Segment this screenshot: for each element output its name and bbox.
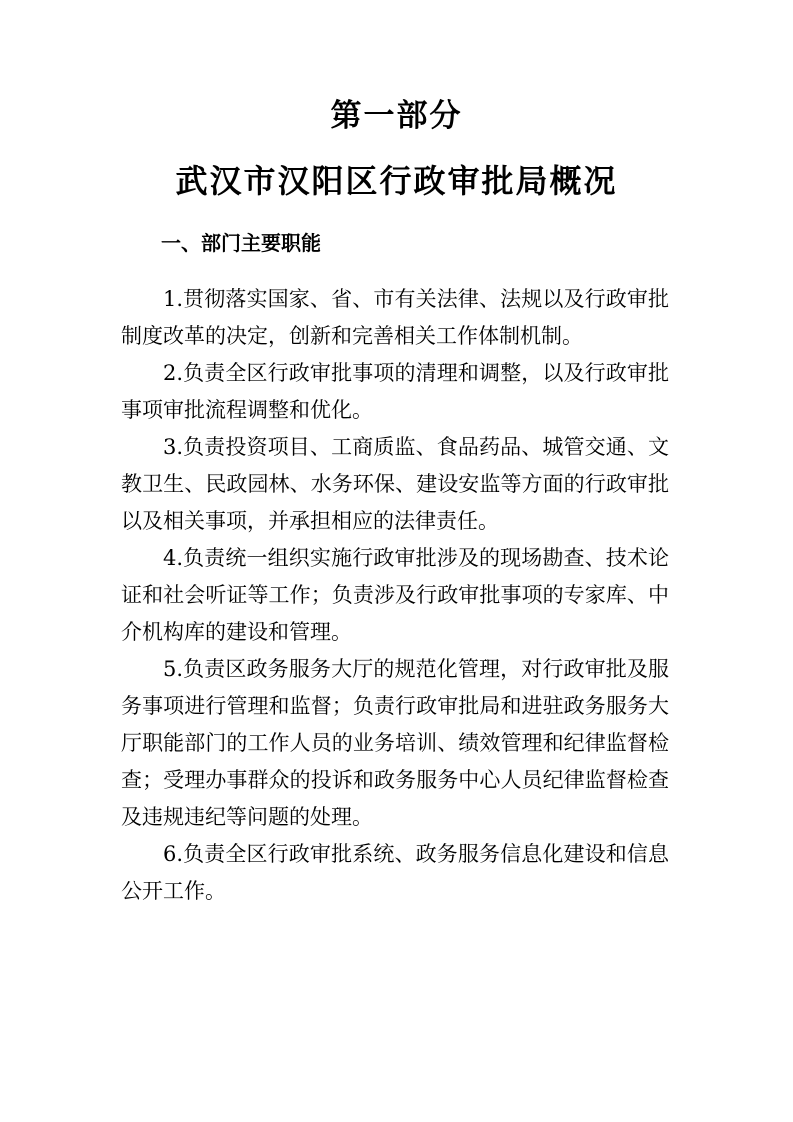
duty-item-5: 5.负责区政务服务大厅的规范化管理，对行政审批及服务事项进行管理和监督；负责行政审批局和进驻政务服务大厅职能部门的工作人员的业务培训、绩效管理和纪律监督检查；受理办事群众的投诉和政务服务中心人员纪律监督检查及违规违纪等问题的处理。: [121, 657, 669, 829]
duty-item-4: 4.负责统一组织实施行政审批涉及的现场勘查、技术论证和社会听证等工作；负责涉及行政审批事项的专家库、中介机构库的建设和管理。: [121, 546, 669, 644]
page-title: 武汉市汉阳区行政审批局概况: [175, 162, 618, 200]
duty-item-1: 1.贯彻落实国家、省、市有关法律、法规以及行政审批制度改革的决定，创新和完善相关工作体制机制。: [121, 287, 669, 348]
duty-item-6: 6.负责全区行政审批系统、政务服务信息化建设和信息公开工作。: [121, 842, 669, 903]
part-title: 第一部分: [330, 98, 463, 134]
section-heading: 一、部门主要职能: [161, 231, 321, 255]
duty-item-2: 2.负责全区行政审批事项的清理和调整，以及行政审批事项审批流程调整和优化。: [121, 361, 669, 422]
duty-item-3: 3.负责投资项目、工商质监、食品药品、城管交通、文教卫生、民政园林、水务环保、建设安监等方面的行政审批以及相关事项，并承担相应的法律责任。: [121, 435, 669, 533]
duties-list: [121, 281, 669, 910]
